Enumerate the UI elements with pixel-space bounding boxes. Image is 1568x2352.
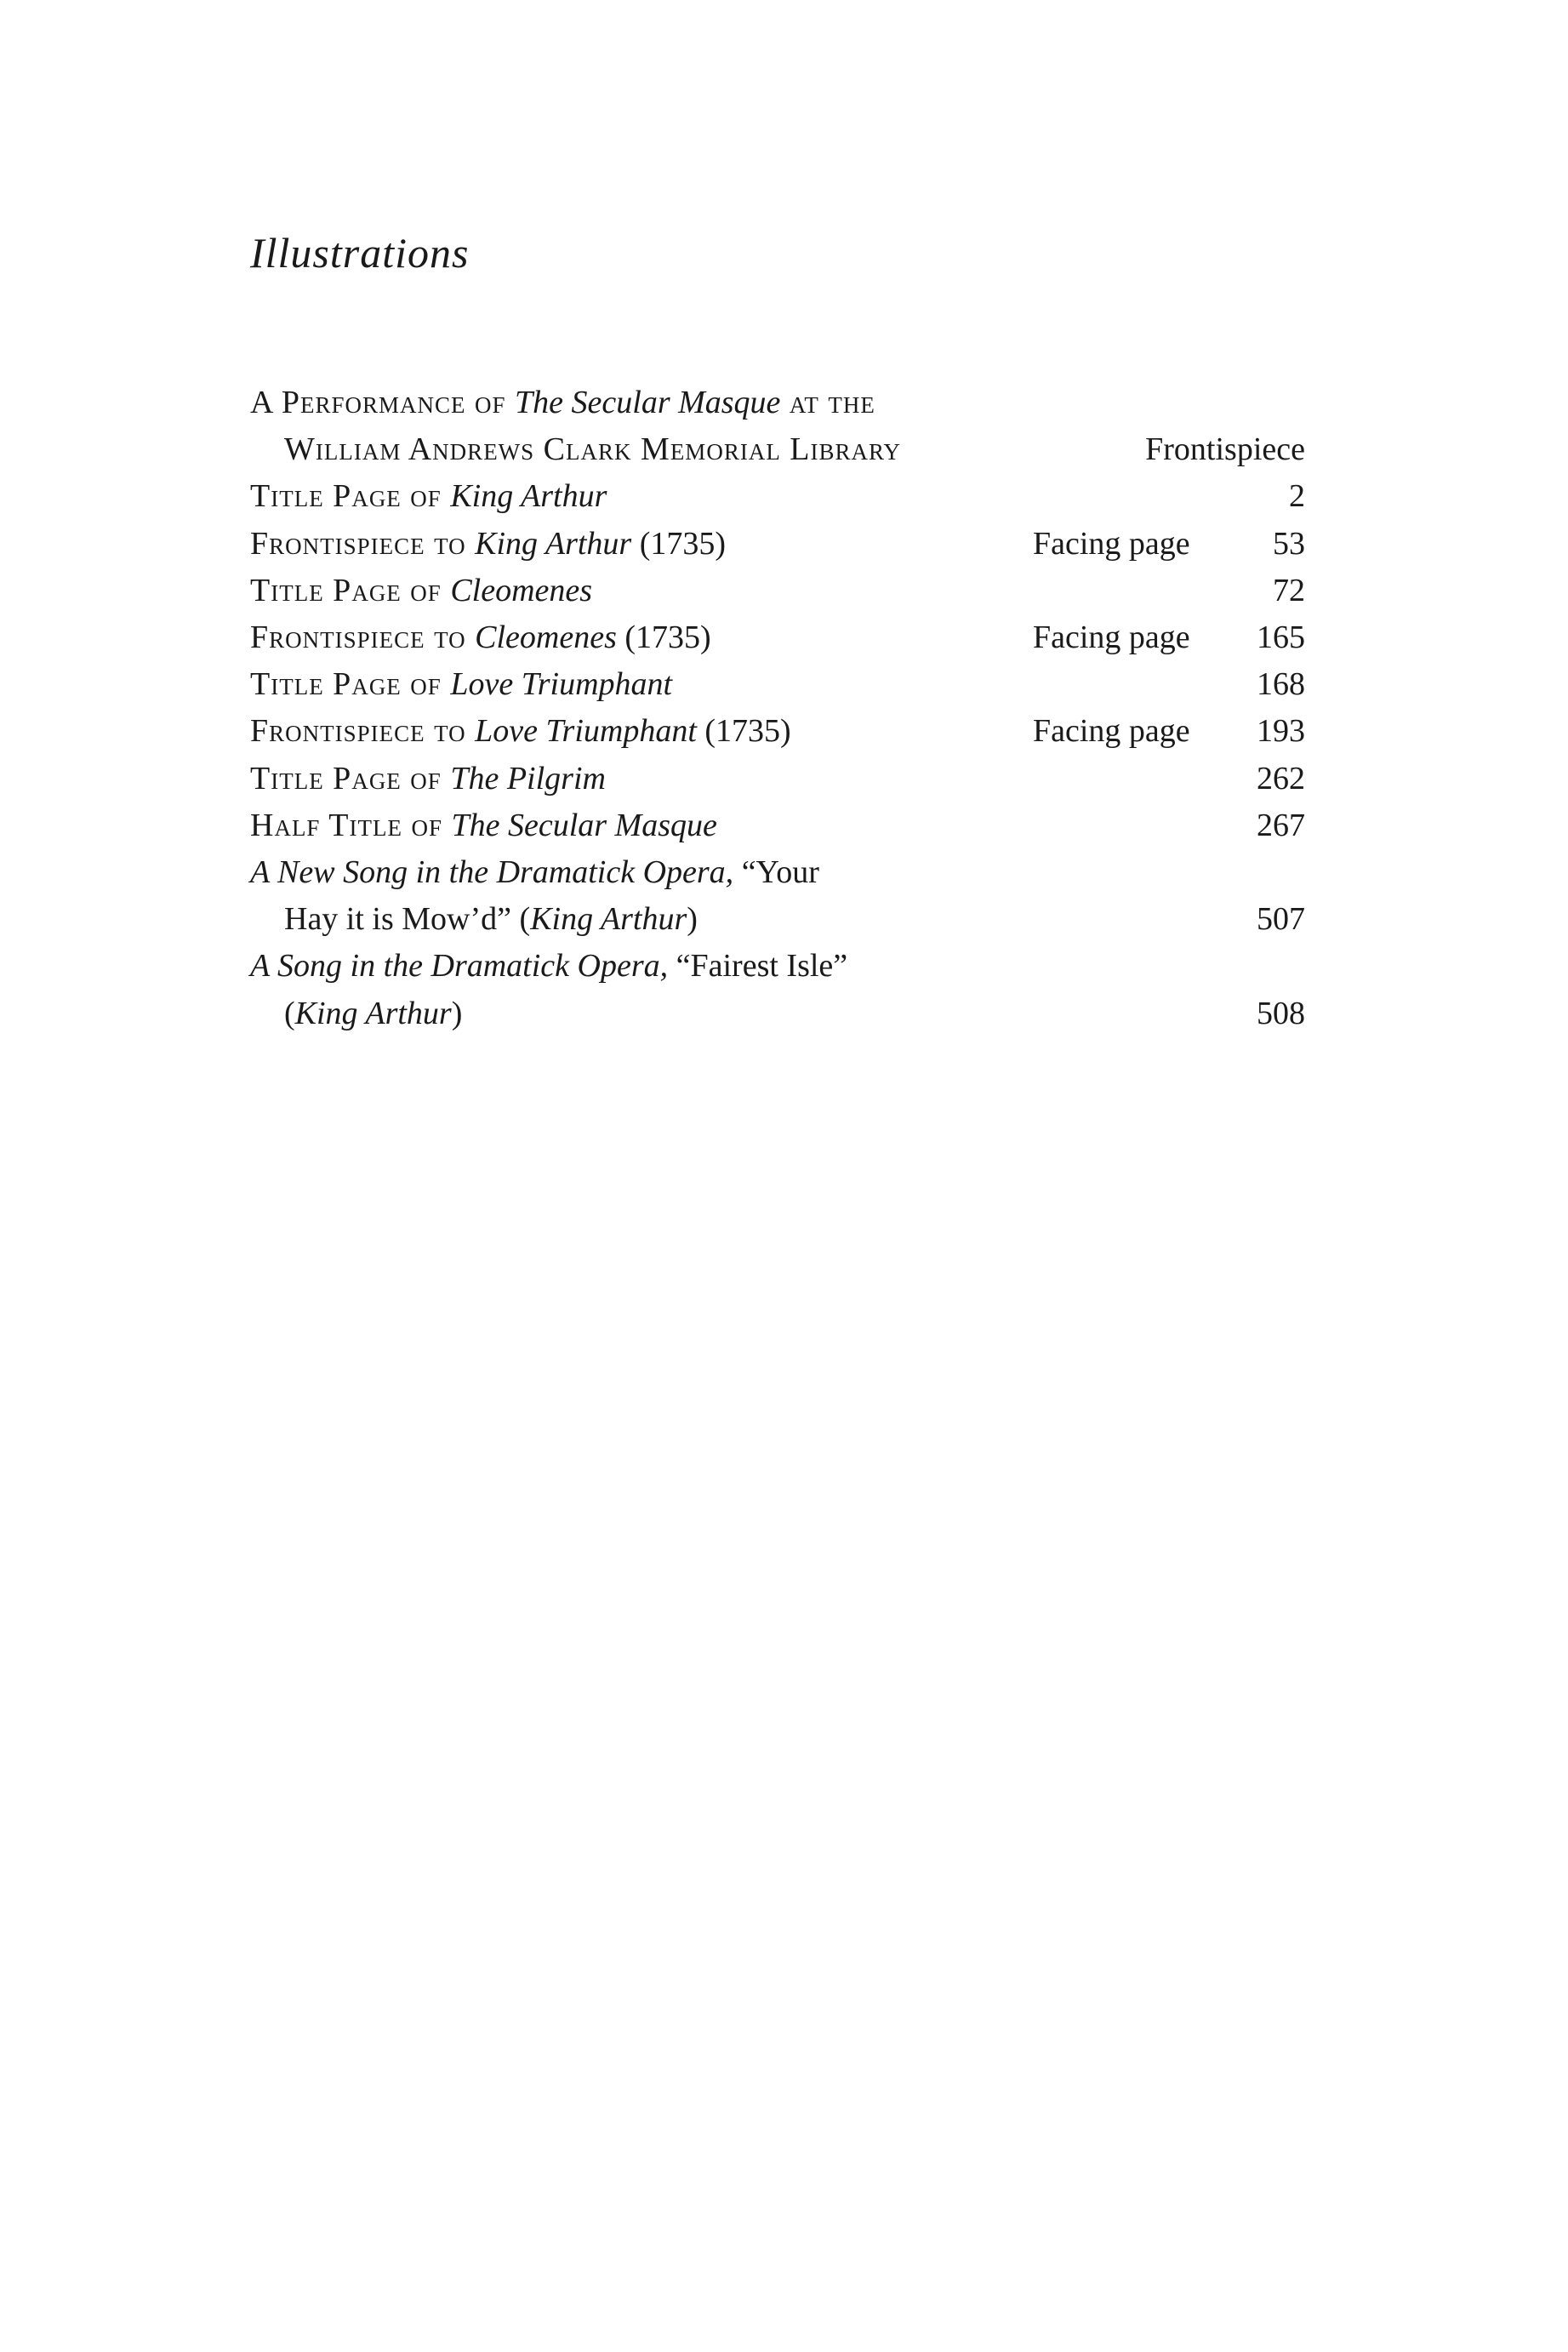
small-caps-text: Title Page of [250,478,451,515]
plain-text: ) [451,995,463,1031]
italic-title: The Pilgrim [450,760,606,796]
entry-title [250,708,791,754]
page-number: 168 [1257,666,1305,703]
italic-title: The Secular Masque [515,385,781,420]
small-caps-text: Frontispiece to [250,525,476,562]
plain-text: ( [284,995,295,1031]
small-caps-text: Title Page of [250,760,451,796]
italic-title: Cleomenes [475,619,617,655]
page-number: 53 [1273,525,1305,562]
entry-title [250,473,607,519]
italic-title: King Arthur [530,901,687,938]
small-caps-text: Frontispiece to [250,619,476,655]
page-number: 193 [1257,713,1305,750]
plain-text: ) [687,901,698,938]
page-number: 508 [1257,995,1305,1031]
entry-title [250,802,717,848]
small-caps-text: Half Title of [250,807,452,843]
entry-title [250,849,819,895]
italic-title: King Arthur [294,995,452,1031]
entry-title [250,380,875,425]
page-number: 507 [1257,901,1305,938]
entry-title [250,756,606,802]
facing-page-label: Facing page [1033,619,1190,655]
italic-title: Cleomenes [450,572,593,608]
page-number: 2 [1289,478,1305,515]
italic-title: A New Song in the Dramatick Opera, [250,854,734,890]
entry-title-continuation [284,896,698,942]
entry-title [250,661,672,707]
small-caps-text: Title Page of [250,666,451,703]
small-caps-text: Title Page of [250,572,451,608]
page-title: Illustrations [250,229,470,277]
page-number: 262 [1257,760,1305,796]
facing-page-label: Facing page [1033,525,1190,562]
plain-text: (1735) [696,713,791,750]
page-number: 267 [1257,807,1305,843]
plain-text: (1735) [631,525,727,562]
plain-text: “Fairest Isle” [668,948,848,985]
plain-text: (1735) [616,619,711,655]
small-caps-text: Frontispiece to [250,713,476,750]
plain-text: Hay it is Mow’d” ( [284,901,531,938]
italic-title: A Song in the Dramatick Opera, [250,948,669,985]
entry-title [250,568,592,614]
entry-title [250,614,711,660]
small-caps-text: William Andrews Clark Memorial Library [284,431,902,468]
italic-title: The Secular Masque [451,807,717,843]
italic-title: King Arthur [450,478,607,515]
frontispiece-label: Frontispiece [1145,431,1305,468]
entry-title [250,943,847,989]
italic-title: Love Triumphant [450,666,673,703]
small-caps-text: A Performance of [250,385,516,420]
entry-title-continuation [284,990,462,1036]
italic-title: Love Triumphant [475,713,697,750]
entry-title [250,521,726,567]
plain-text: “Your [733,854,819,890]
small-caps-text: at the [780,385,875,420]
page-number: 72 [1273,572,1305,608]
entry-title-continuation [284,426,901,472]
italic-title: King Arthur [475,525,632,562]
facing-page-label: Facing page [1033,713,1190,750]
page-number: 165 [1257,619,1305,655]
